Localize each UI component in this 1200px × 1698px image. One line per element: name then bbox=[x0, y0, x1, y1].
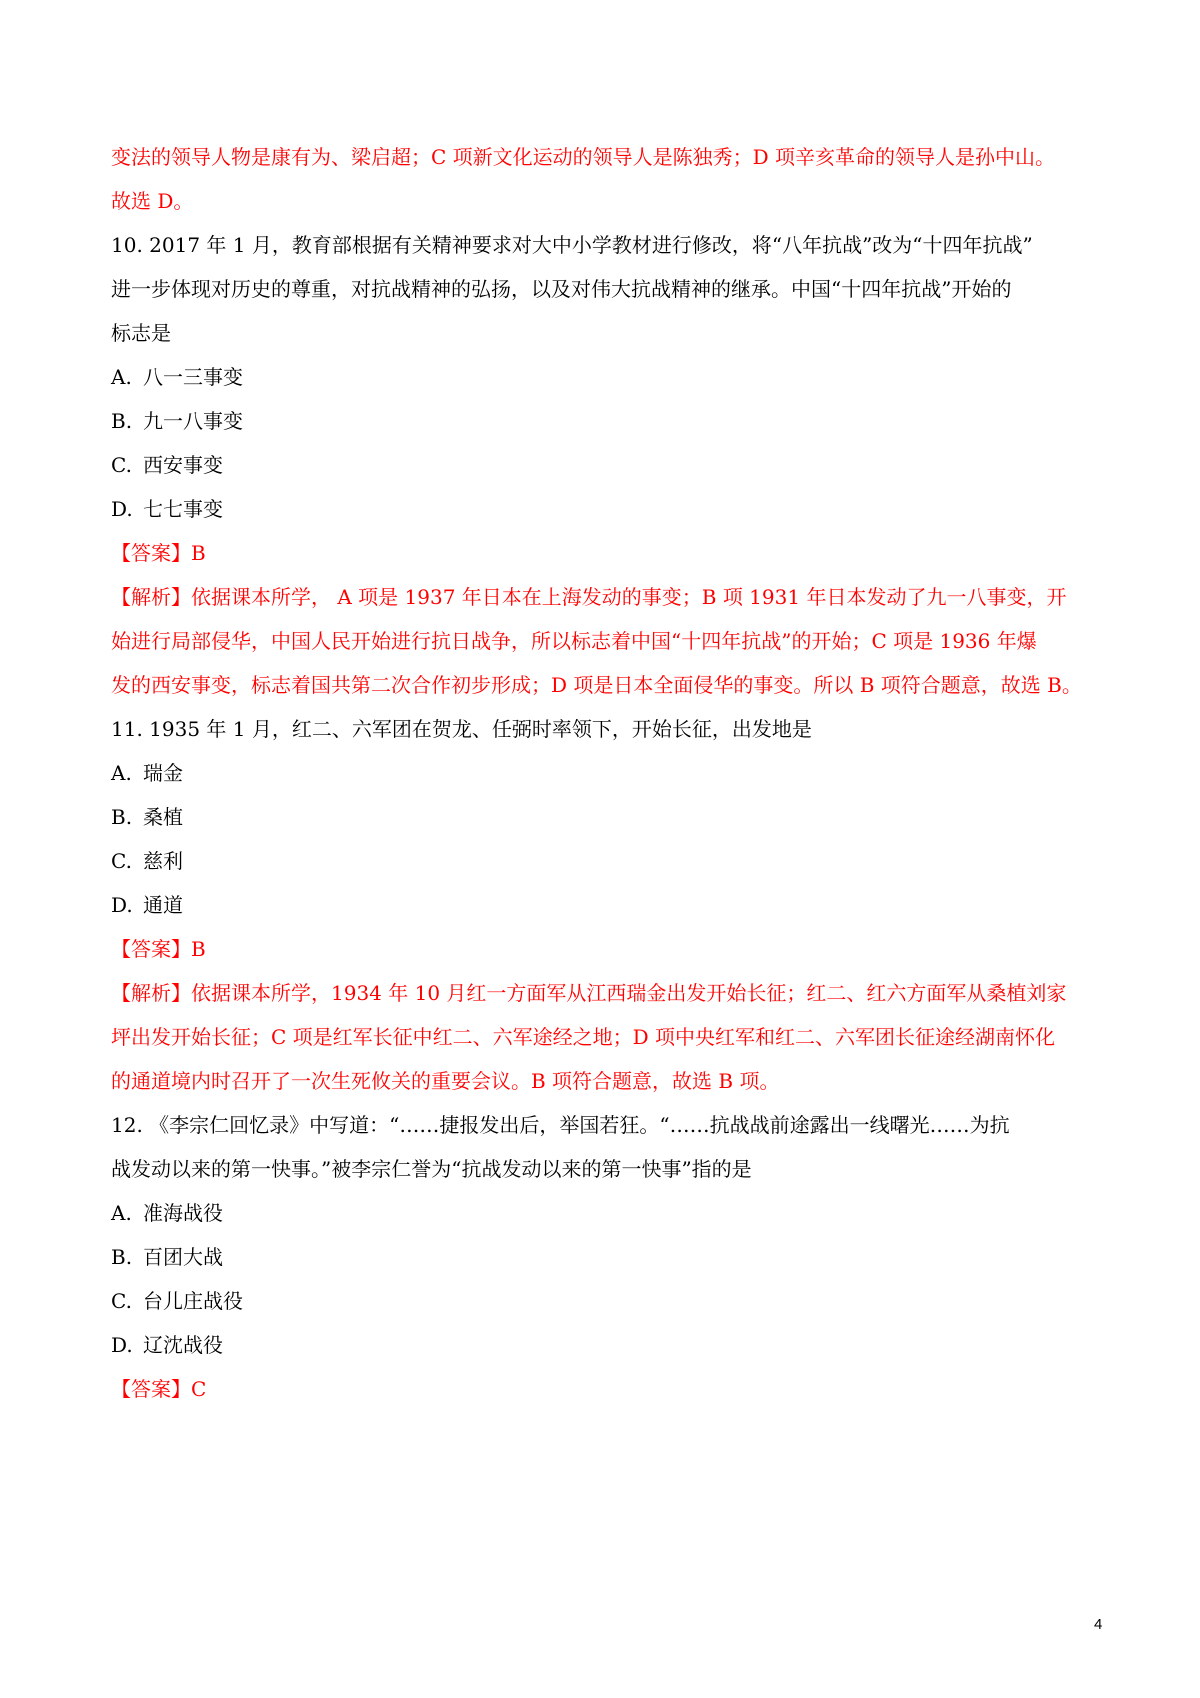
option-text: 瑞金 bbox=[143, 761, 183, 785]
option-text: 慈利 bbox=[143, 849, 183, 873]
option-letter: B. bbox=[111, 805, 133, 829]
option-b bbox=[111, 408, 243, 434]
option-b bbox=[111, 804, 183, 830]
option-text: 百团大战 bbox=[143, 1245, 223, 1269]
option-a bbox=[111, 364, 243, 390]
analysis-text: 依据课本所学， A 项是 1937 年日本在上海发动的事变；B 项 1931 年日本发动了九一八事变，开 bbox=[191, 585, 1067, 609]
option-c bbox=[111, 848, 183, 874]
analysis-text: 依据课本所学，1934 年 10 月红一方面军从江西瑞金出发开始长征；红二、红六方面军从桑植刘家 bbox=[191, 981, 1067, 1005]
option-letter: A. bbox=[111, 1201, 132, 1225]
question-11-text: 11. 1935 年 1 月，红二、六军团在贺龙、任弼时率领下，开始长征，出发地是 bbox=[111, 717, 812, 741]
option-letter: D. bbox=[111, 893, 133, 917]
analysis-line bbox=[111, 584, 1066, 610]
question-12-text: 战发动以来的第一快事。”被李宗仁誉为“抗战发动以来的第一快事”指的是 bbox=[111, 1157, 752, 1181]
option-c bbox=[111, 452, 223, 478]
answer-label: 【答案】 bbox=[111, 937, 191, 961]
option-letter: C. bbox=[111, 453, 132, 477]
answer-label: 【答案】 bbox=[111, 541, 191, 565]
question-12-text: 12. 《李宗仁回忆录》中写道：“……捷报发出后，举国若狂。“……抗战战前途露出一线曙光……为抗 bbox=[111, 1113, 1010, 1137]
question-10-text: 进一步体现对历史的尊重，对抗战精神的弘扬，以及对伟大抗战精神的继承。中国“十四年抗战”开始的 bbox=[111, 277, 1012, 301]
answer-line bbox=[111, 936, 206, 962]
analysis-label: 【解析】 bbox=[111, 981, 191, 1005]
analysis-continuation-line: 变法的领导人物是康有为、梁启超；C 项新文化运动的领导人是陈独秀；D 项辛亥革命的领导人是孙中山。 bbox=[111, 145, 1056, 169]
analysis-line: 坪出发开始长征；C 项是红军长征中红二、六军途经之地；D 项中央红军和红二、六军团长征途经湖南怀化 bbox=[111, 1025, 1056, 1049]
analysis-line: 的通道境内时召开了一次生死攸关的重要会议。B 项符合题意，故选 B 项。 bbox=[111, 1069, 780, 1093]
option-text: 通道 bbox=[143, 893, 183, 917]
analysis-continuation-line: 故选 D。 bbox=[111, 189, 194, 213]
option-letter: A. bbox=[111, 365, 132, 389]
answer-value: B bbox=[191, 541, 206, 565]
option-text: 台儿庄战役 bbox=[143, 1289, 243, 1313]
option-letter: C. bbox=[111, 1289, 132, 1313]
option-letter: B. bbox=[111, 409, 133, 433]
question-10-text: 10. 2017 年 1 月，教育部根据有关精神要求对大中小学教材进行修改，将“八年抗战”改为“十四年抗战” bbox=[111, 233, 1033, 257]
option-text: 辽沈战役 bbox=[143, 1333, 223, 1357]
question-10-text: 标志是 bbox=[111, 321, 171, 345]
analysis-label: 【解析】 bbox=[111, 585, 191, 609]
option-text: 准海战役 bbox=[143, 1201, 223, 1225]
answer-line bbox=[111, 540, 206, 566]
option-letter: D. bbox=[111, 497, 133, 521]
option-a bbox=[111, 1200, 223, 1226]
option-a bbox=[111, 760, 183, 786]
option-letter: A. bbox=[111, 761, 132, 785]
option-letter: D. bbox=[111, 1333, 133, 1357]
answer-value: B bbox=[191, 937, 206, 961]
analysis-line: 发的西安事变，标志着国共第二次合作初步形成；D 项是日本全面侵华的事变。所以 B 项符合题意，故选 B。 bbox=[111, 673, 1082, 697]
option-letter: C. bbox=[111, 849, 132, 873]
analysis-line: 始进行局部侵华，中国人民开始进行抗日战争，所以标志着中国“十四年抗战”的开始；C 项是 1936 年爆 bbox=[111, 629, 1037, 653]
option-d bbox=[111, 496, 223, 522]
analysis-line bbox=[111, 980, 1066, 1006]
option-text: 西安事变 bbox=[143, 453, 223, 477]
option-d bbox=[111, 892, 183, 918]
option-c bbox=[111, 1288, 243, 1314]
answer-line bbox=[111, 1376, 206, 1402]
answer-label: 【答案】 bbox=[111, 1377, 191, 1401]
option-text: 八一三事变 bbox=[143, 365, 243, 389]
answer-value: C bbox=[191, 1377, 207, 1401]
option-letter: B. bbox=[111, 1245, 133, 1269]
option-b bbox=[111, 1244, 223, 1270]
page-number: 4 bbox=[1094, 1616, 1103, 1633]
option-d bbox=[111, 1332, 223, 1358]
option-text: 桑植 bbox=[143, 805, 183, 829]
option-text: 九一八事变 bbox=[143, 409, 243, 433]
option-text: 七七事变 bbox=[143, 497, 223, 521]
